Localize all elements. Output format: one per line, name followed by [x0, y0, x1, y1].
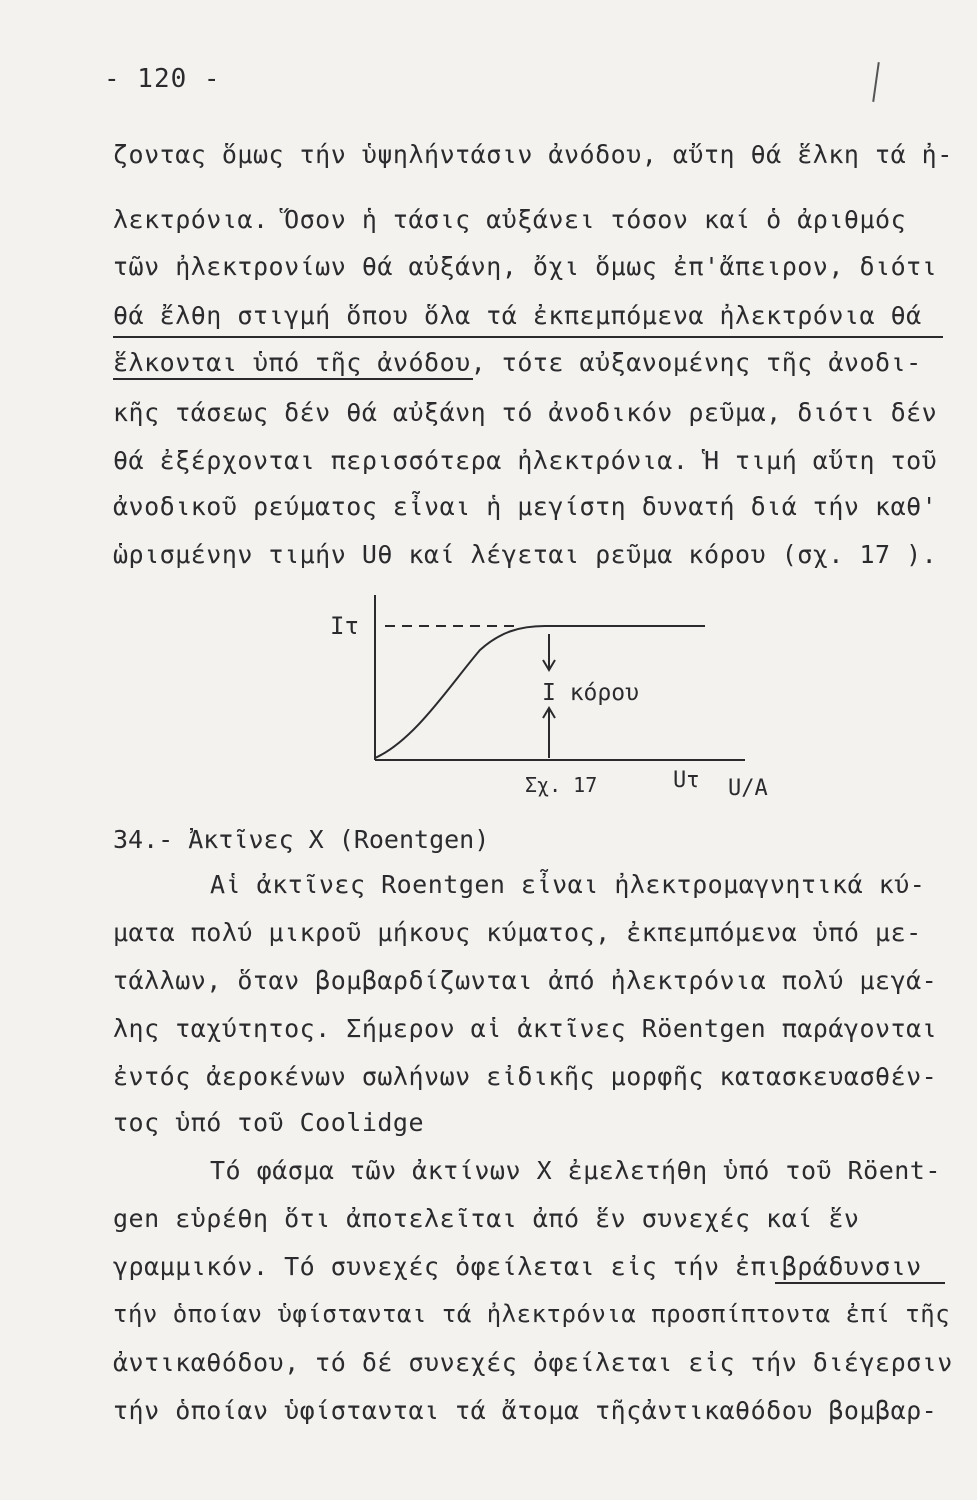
page-number: - 120 -	[104, 64, 221, 94]
x-axis-handwritten-note: U/A	[728, 776, 768, 801]
text-line-7: θά ἐξέρχονται περισσότερα ἠλεκτρόνια. Ἡ τιμή αὕτη τοῦ	[113, 446, 938, 475]
text-line-13: λης ταχύτητος. Σήμερον αἱ ἀκτῖνες Röentgen παράγονται	[113, 1014, 938, 1043]
underline-mark	[775, 1282, 945, 1284]
y-axis-label: Iτ	[330, 612, 359, 640]
text-line-21: τήν ὁποίαν ὑφίστανται τά ἄτομα τῆςἀντικαθόδου βομβαρ-	[113, 1396, 938, 1425]
section-heading: 34.- Ἀκτῖνες X (Roentgen)	[113, 825, 490, 854]
text-line-16: Τό φάσμα τῶν ἀκτίνων X ἐμελετήθη ὑπό τοῦ Röent-	[210, 1156, 941, 1185]
underline-mark	[113, 378, 473, 380]
underline-mark	[113, 336, 943, 338]
saturation-current-figure	[320, 590, 780, 820]
saturation-current-label: I κόρου	[542, 680, 639, 706]
text-line-5: ἕλκονται ὑπό τῆς ἀνόδου, τότε αὐξανομένης τῆς ἀνοδι-	[113, 348, 922, 377]
x-axis-label: Uτ	[673, 768, 700, 793]
text-line-17: gen εὑρέθη ὅτι ἀποτελεῖται ἀπό ἕν συνεχές καί ἕν	[113, 1204, 860, 1233]
text-line-8: ἀνοδικοῦ ρεύματος εἶναι ἡ μεγίστη δυνατή διά τήν καθ'	[113, 492, 938, 521]
text-line-1: ζοντας ὅμως τήν ὑψηλήντάσιν ἀνόδου, αὔτη θά ἕλκη τά ἠ-	[113, 140, 953, 169]
text-line-20: ἀντικαθόδου, τό δέ συνεχές ὀφείλεται εἰς τήν διέγερσιν	[113, 1348, 953, 1377]
text-line-9: ὡρισμένην τιμήν Uθ καί λέγεται ρεῦμα κόρου (σχ. 17 ).	[113, 540, 938, 569]
text-line-2: λεκτρόνια. Ὅσον ἡ τάσις αὐξάνει τόσον καί ὁ ἀριθμός	[113, 205, 907, 234]
text-line-10: Αἱ ἀκτῖνες Roentgen εἶναι ἠλεκτρομαγνητικά κύ-	[210, 870, 926, 899]
text-line-12: τάλλων, ὅταν βομβαρδίζωνται ἀπό ἠλεκτρόνια πολύ μεγά-	[113, 966, 938, 995]
text-line-11: ματα πολύ μικροῦ μήκους κύματος, ἐκπεμπόμενα ὑπό με-	[113, 918, 922, 947]
text-line-6: κῆς τάσεως δέν θά αὐξάνη τό ἀνοδικόν ρεῦμα, διότι δέν	[113, 398, 938, 427]
figure-caption: Σχ. 17	[525, 773, 598, 797]
text-line-4: θά ἔλθη στιγμή ὅπου ὅλα τά ἐκπεμπόμενα ἠλεκτρόνια θά	[113, 301, 922, 330]
text-line-3: τῶν ἠλεκτρονίων θά αὐξάνη, ὄχι ὅμως ἐπ'ἄπειρον, διότι	[113, 252, 938, 281]
text-line-14: ἐντός ἀεροκένων σωλήνων εἰδικῆς μορφῆς κατασκευασθέν-	[113, 1062, 938, 1091]
text-line-15: τος ὑπό τοῦ Coolidge	[113, 1108, 425, 1137]
text-line-18: γραμμικόν. Τό συνεχές ὀφείλεται εἰς τήν ἐπιβράδυνσιν	[113, 1252, 922, 1281]
text-line-19: τήν ὁποίαν ὑφίστανται τά ἠλεκτρόνια προσπίπτοντα ἐπί τῆς	[113, 1300, 951, 1328]
margin-pencil-mark	[872, 62, 880, 102]
